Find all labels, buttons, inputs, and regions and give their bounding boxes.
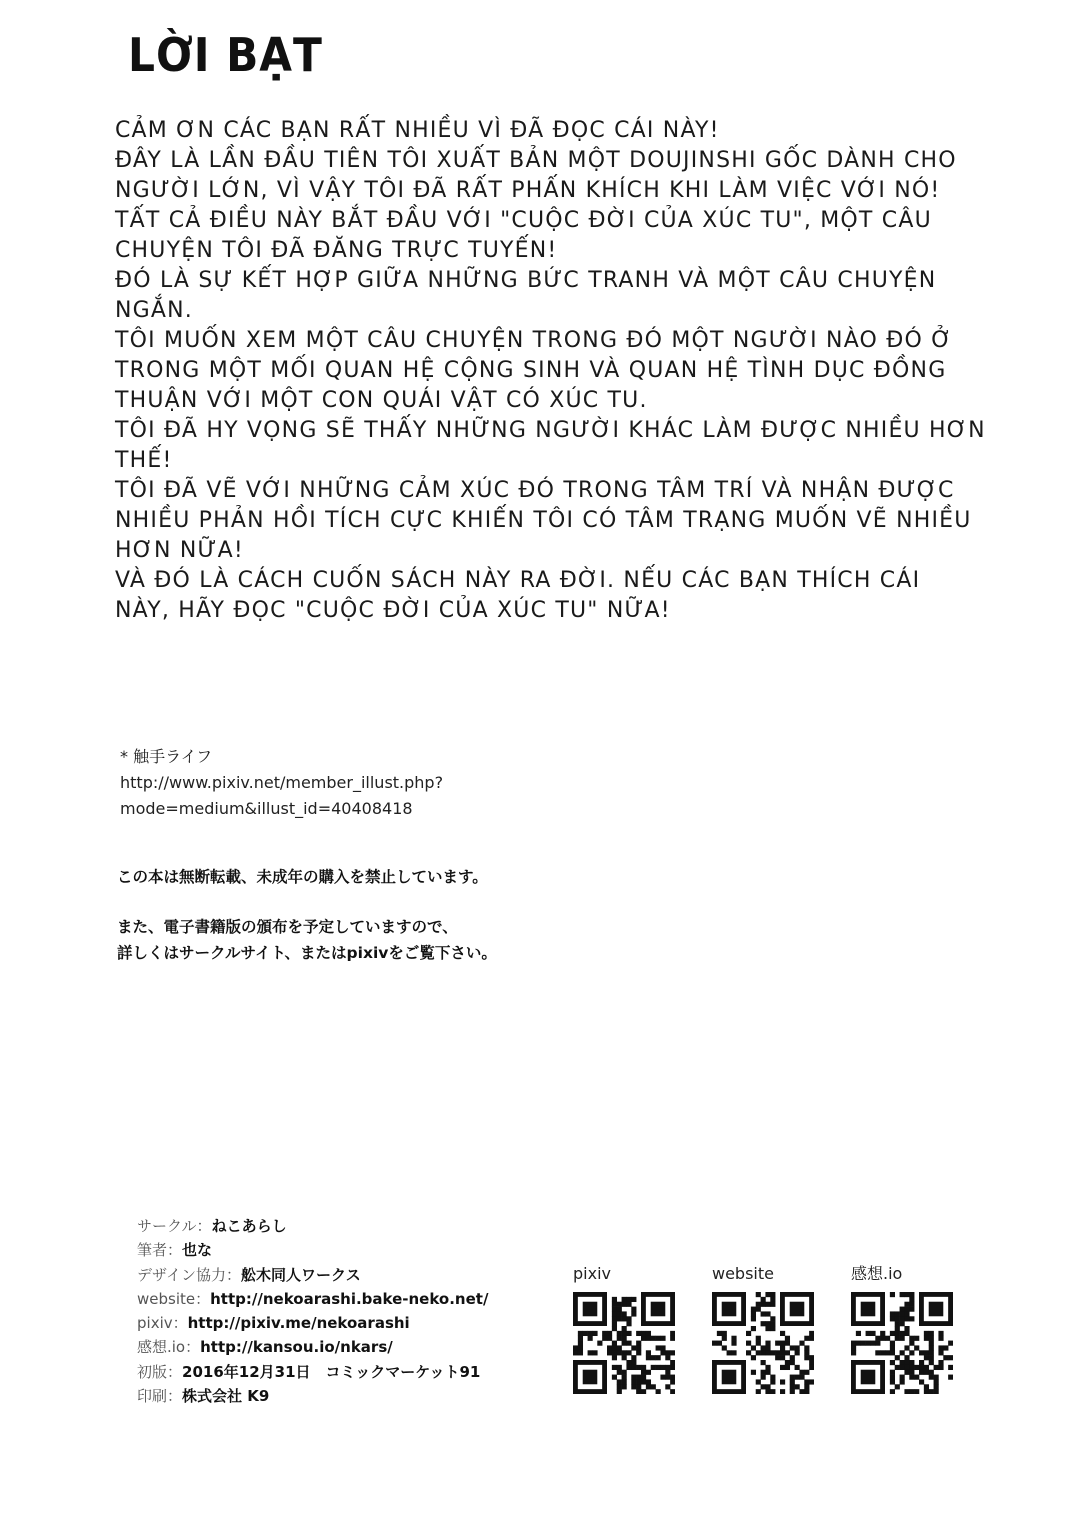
colophon-row bbox=[137, 1214, 488, 1238]
notice-line: この本は無断転載、未成年の購入を禁止しています。 bbox=[117, 868, 488, 886]
colophon-value: 2016年12月31日 コミックマーケット91 bbox=[182, 1362, 481, 1381]
body-line: NGƯỜI LỚN, VÌ VẬY TÔI ĐÃ RẤT PHẤN KHÍCH KHI LÀM VIỆC VỚI NÓ! bbox=[115, 178, 941, 203]
colophon-label: 初版： bbox=[137, 1362, 183, 1381]
page-title: LỜI BẠT bbox=[128, 28, 323, 82]
ebook-notice-line: 詳しくはサークルサイト、またはpixivをご覧下さい。 bbox=[117, 944, 497, 962]
body-line: TÔI ĐÃ HY VỌNG SẼ THẤY NHỮNG NGƯỜI KHÁC LÀM ĐƯỢC NHIỀU HƠN bbox=[115, 418, 986, 443]
qr-block-kansou bbox=[851, 1264, 953, 1394]
body-line: NHIỀU PHẢN HỒI TÍCH CỰC KHIẾN TÔI CÓ TÂM TRẠNG MUỐN VẼ NHIỀU bbox=[115, 508, 972, 533]
body-line: TẤT CẢ ĐIỀU NÀY BẮT ĐẦU VỚI "CUỘC ĐỜI CỦA XÚC TU", MỘT CÂU bbox=[115, 208, 932, 233]
colophon-value: 舩木同人ワークス bbox=[240, 1265, 361, 1284]
colophon-row bbox=[137, 1311, 488, 1335]
qr-code-icon bbox=[851, 1292, 953, 1394]
colophon bbox=[137, 1214, 488, 1408]
body-line: HƠN NỮA! bbox=[115, 538, 244, 563]
colophon-row bbox=[137, 1287, 488, 1311]
colophon-row bbox=[137, 1263, 488, 1287]
colophon-value: ねこあらし bbox=[211, 1217, 287, 1235]
colophon-label: pixiv： bbox=[137, 1314, 188, 1333]
colophon-value: 也な bbox=[182, 1241, 213, 1260]
body-line: TÔI ĐÃ VẼ VỚI NHỮNG CẢM XÚC ĐÓ TRONG TÂM TRÍ VÀ NHẬN ĐƯỢC bbox=[115, 478, 955, 503]
copyright-notice bbox=[117, 864, 488, 890]
afterword-body bbox=[115, 116, 986, 626]
colophon-value: 株式会社 K9 bbox=[182, 1387, 270, 1406]
qr-label: website bbox=[712, 1264, 774, 1283]
colophon-row bbox=[137, 1360, 488, 1384]
colophon-label: デザイン協力： bbox=[137, 1265, 241, 1284]
qr-label: pixiv bbox=[573, 1264, 611, 1283]
body-line: CẢM ƠN CÁC BẠN RẤT NHIỀU VÌ ĐÃ ĐỌC CÁI NÀY! bbox=[115, 118, 720, 143]
colophon-label: 感想.io： bbox=[137, 1338, 201, 1357]
colophon-row bbox=[137, 1384, 488, 1408]
colophon-row bbox=[137, 1238, 488, 1262]
note-line: http://www.pixiv.net/member_illust.php? bbox=[120, 773, 444, 792]
ebook-notice-line: また、電子書籍版の頒布を予定していますので、 bbox=[117, 918, 458, 936]
colophon-label: 印刷： bbox=[137, 1387, 183, 1406]
note-line: * 触手ライフ bbox=[120, 747, 213, 766]
qr-block-pixiv bbox=[573, 1264, 675, 1394]
body-line: THẾ! bbox=[115, 448, 173, 473]
body-line: THUẬN VỚI MỘT CON QUÁI VẬT CÓ XÚC TU. bbox=[115, 388, 648, 413]
body-line: NÀY, HÃY ĐỌC "CUỘC ĐỜI CỦA XÚC TU" NỮA! bbox=[115, 598, 671, 623]
colophon-link[interactable]: http://pixiv.me/nekoarashi bbox=[187, 1314, 410, 1333]
colophon-link[interactable]: http://nekoarashi.bake-neko.net/ bbox=[210, 1289, 489, 1308]
qr-code-icon bbox=[712, 1292, 814, 1394]
colophon-label: 筆者： bbox=[137, 1241, 183, 1260]
body-line: TRONG MỘT MỐI QUAN HỆ CỘNG SINH VÀ QUAN HỆ TÌNH DỤC ĐỒNG bbox=[115, 358, 947, 383]
qr-code-icon bbox=[573, 1292, 675, 1394]
body-line: NGẮN. bbox=[115, 298, 194, 323]
body-line: ĐÓ LÀ SỰ KẾT HỢP GIỮA NHỮNG BỨC TRANH VÀ MỘT CÂU CHUYỆN bbox=[115, 268, 937, 293]
body-line: ĐÂY LÀ LẦN ĐẦU TIÊN TÔI XUẤT BẢN MỘT DOUJINSHI GỐC DÀNH CHO bbox=[115, 148, 957, 173]
body-line: VÀ ĐÓ LÀ CÁCH CUỐN SÁCH NÀY RA ĐỜI. NẾU CÁC BẠN THÍCH CÁI bbox=[115, 568, 921, 593]
qr-block-website bbox=[712, 1264, 814, 1394]
colophon-link[interactable]: http://kansou.io/nkars/ bbox=[200, 1338, 393, 1357]
body-line: CHUYỆN TÔI ĐÃ ĐĂNG TRỰC TUYẾN! bbox=[115, 238, 558, 263]
colophon-label: サークル： bbox=[137, 1217, 212, 1235]
reference-note bbox=[120, 744, 443, 822]
colophon-row bbox=[137, 1335, 488, 1359]
note-line: mode=medium&illust_id=40408418 bbox=[120, 799, 413, 818]
body-line: TÔI MUỐN XEM MỘT CÂU CHUYỆN TRONG ĐÓ MỘT NGƯỜI NÀO ĐÓ Ở bbox=[115, 328, 953, 353]
colophon-label: website： bbox=[137, 1289, 211, 1308]
ebook-notice bbox=[117, 914, 497, 966]
qr-label: 感想.io bbox=[851, 1264, 903, 1283]
